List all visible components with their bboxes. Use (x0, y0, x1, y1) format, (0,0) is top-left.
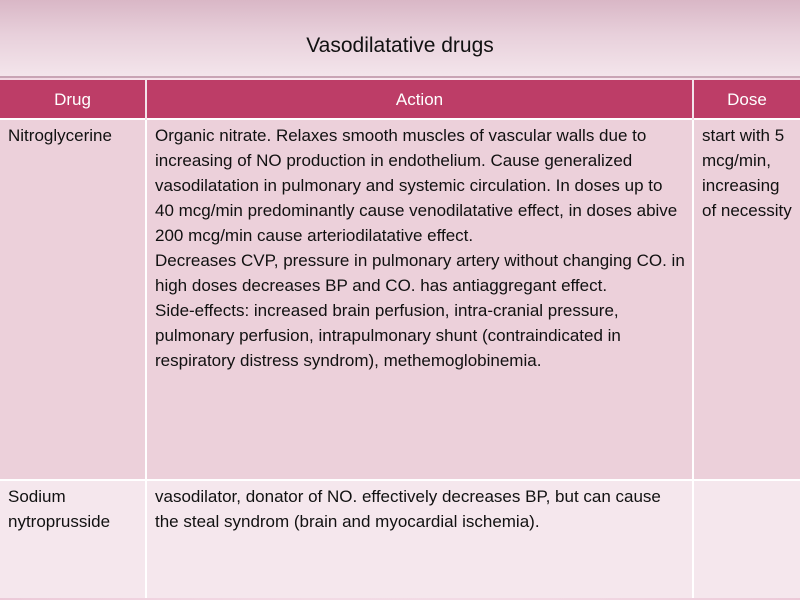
drug-name-cell: Sodium nytroprusside (0, 480, 146, 598)
header-action: Action (146, 80, 693, 119)
action-cell (146, 119, 693, 480)
dose-cell: start with 5 mcg/min, increasing of necessity (693, 119, 800, 480)
drug-table (0, 80, 800, 598)
header-dose: Dose (693, 80, 800, 119)
table-header-row (0, 80, 800, 119)
action-paragraph: vasodilator, donator of NO. effectively decreases BP, but can cause the steal syndrom (brain and myocardial ischemia). (155, 487, 661, 531)
dose-cell (693, 480, 800, 598)
table-row (0, 119, 800, 480)
action-paragraph: Side-effects: increased brain perfusion, intra-cranial pressure, pulmonary perfusion, intrapulmonary shunt (contraindicated in respiratory distress syndrom), methemoglobinemia. (155, 301, 621, 370)
action-paragraph: Organic nitrate. Relaxes smooth muscles of vascular walls due to increasing of NO production in endothelium. Cause generalized vasodilatation in pulmonary and systemic circulation. In doses up to 40 mcg/min predominantly cause venodilatative effect, in doses abive 200 mcg/min cause arteriodilatative effect. (155, 126, 678, 245)
drug-name-cell: Nitroglycerine (0, 119, 146, 480)
action-cell (146, 480, 693, 598)
header-drug: Drug (0, 80, 146, 119)
action-paragraph: Decreases CVP, pressure in pulmonary artery without changing CO. in high doses decreases BP and CO. has antiaggregant effect. (155, 251, 685, 295)
slide-title: Vasodilatative drugs (306, 34, 494, 57)
table-row (0, 480, 800, 598)
